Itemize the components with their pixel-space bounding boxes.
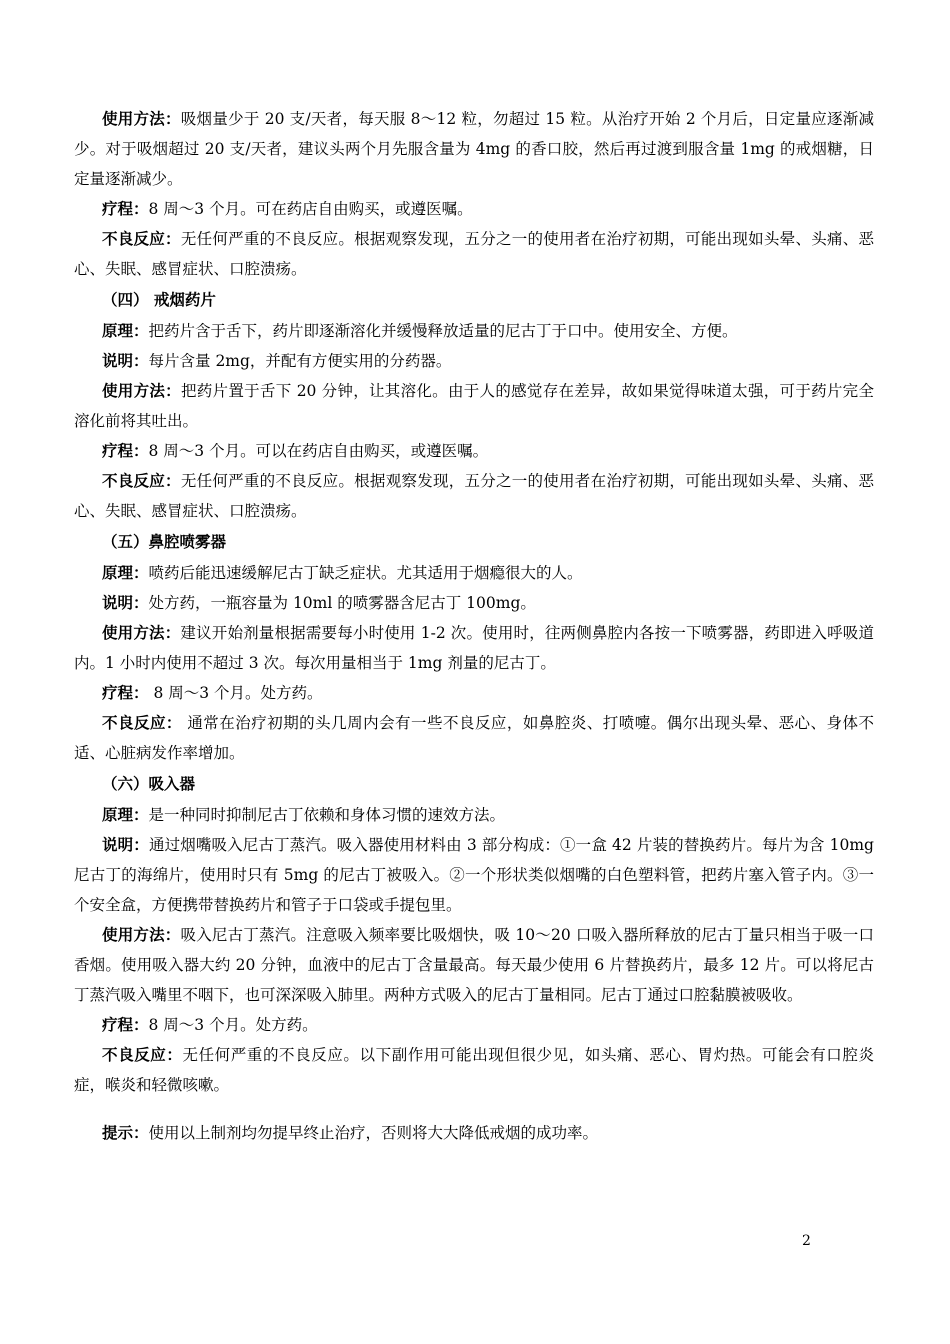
paragraph-text: 使用以上制剂均勿提早终止治疗，否则将大大降低戒烟的成功率。	[148, 1124, 599, 1142]
label: 不良反应：	[102, 714, 182, 732]
paragraph-usage	[74, 376, 874, 436]
paragraph-text: 把药片置于舌下 20 分钟，让其溶化。由于人的感觉存在差异，故如果觉得味道太强，可于药片完全溶化前将其吐出。	[74, 382, 874, 430]
paragraph-usage	[74, 104, 874, 194]
paragraph-side-effects	[74, 466, 874, 526]
label: 原理：	[102, 322, 149, 340]
paragraph-principle	[74, 800, 874, 830]
paragraph-text: 处方药，一瓶容量为 10ml 的喷雾器含尼古丁 100mg。	[148, 594, 536, 612]
paragraph-side-effects	[74, 708, 874, 768]
paragraph-description	[74, 830, 874, 920]
paragraph-text: 吸入尼古丁蒸汽。注意吸入频率要比吸烟快，吸 10～20 口吸入器所释放的尼古丁量只相当于吸一口香烟。使用吸入器大约 20 分钟，血液中的尼古丁含量最高。每天最少使用 6 片替换药片，最多 12 片。可以将尼古丁蒸汽吸入嘴里不咽下，也可深深吸入肺里。两种方式吸入的尼古丁量相同。尼古丁通过口腔黏膜被吸收。	[74, 926, 874, 1004]
label: 使用方法：	[102, 382, 181, 400]
paragraph-text: 8 周～3 个月。可在药店自由购买，或遵医嘱。	[148, 200, 473, 218]
label: 说明：	[102, 352, 149, 370]
paragraph-text: 8 周～3 个月。处方药。	[148, 1016, 318, 1034]
section-heading: （四） 戒烟药片	[102, 291, 216, 309]
label: 疗程：	[102, 200, 149, 218]
label: 疗程：	[102, 684, 149, 702]
label: 疗程：	[102, 442, 149, 460]
paragraph-text: 通过烟嘴吸入尼古丁蒸汽。吸入器使用材料由 3 部分构成：①一盒 42 片装的替换药片。每片为含 10mg 尼古丁的海绵片，使用时只有 5mg 的尼古丁被吸入。②一个形状类似烟嘴的白色塑料管，把药片塞入管子内。③一个安全盒，方便携带替换药片和管子于口袋或手提包里。	[74, 836, 874, 914]
label: 不良反应：	[102, 1046, 183, 1064]
spacer	[74, 1100, 874, 1118]
label: 原理：	[102, 806, 149, 824]
label: 使用方法：	[102, 926, 181, 944]
paragraph-description	[74, 588, 874, 618]
paragraph-usage	[74, 618, 874, 678]
paragraph-usage	[74, 920, 874, 1010]
paragraph-tip	[74, 1118, 874, 1148]
label: 不良反应：	[102, 230, 181, 248]
paragraph-text: 吸烟量少于 20 支/天者，每天服 8～12 粒，勿超过 15 粒。从治疗开始 2 个月后，日定量应逐渐减少。对于吸烟超过 20 支/天者，建议头两个月先服含量为 4mg 的香口胶，然后再过渡到服含量 1mg 的戒烟糖，日定量逐渐减少。	[74, 110, 874, 188]
paragraph-side-effects	[74, 224, 874, 284]
paragraph-principle	[74, 558, 874, 588]
paragraph-text: 是一种同时抑制尼古丁依赖和身体习惯的速效方法。	[148, 806, 506, 824]
label: 提示：	[102, 1124, 149, 1142]
page-number: 2	[802, 1233, 811, 1249]
paragraph-course	[74, 1010, 874, 1040]
label: 使用方法：	[102, 624, 181, 642]
paragraph-text: 8 周～3 个月。处方药。	[148, 684, 323, 702]
paragraph-text: 建议开始剂量根据需要每小时使用 1-2 次。使用时，往两侧鼻腔内各按一下喷雾器，药即进入呼吸道内。1 小时内使用不超过 3 次。每次用量相当于 1mg 剂量的尼古丁。	[74, 624, 874, 672]
paragraph-text: 无任何严重的不良反应。以下副作用可能出现但很少见，如头痛、恶心、胃灼热。可能会有口腔炎症，喉炎和轻微咳嗽。	[74, 1046, 874, 1094]
section-heading: （六）吸入器	[102, 775, 196, 793]
paragraph-side-effects	[74, 1040, 874, 1100]
label: 原理：	[102, 564, 149, 582]
paragraph-description	[74, 346, 874, 376]
paragraph-principle	[74, 316, 874, 346]
section-heading: （五）鼻腔喷雾器	[102, 533, 227, 551]
paragraph-text: 通常在治疗初期的头几周内会有一些不良反应，如鼻腔炎、打喷嚏。偶尔出现头晕、恶心、身体不适、心脏病发作率增加。	[74, 714, 874, 762]
label: 疗程：	[102, 1016, 149, 1034]
paragraph-text: 把药片含于舌下，药片即逐渐溶化并缓慢释放适量的尼古丁于口中。使用安全、方便。	[148, 322, 738, 340]
paragraph-course	[74, 436, 874, 466]
paragraph-text: 每片含量 2mg，并配有方便实用的分药器。	[148, 352, 452, 370]
paragraph-course	[74, 194, 874, 224]
label: 说明：	[102, 594, 149, 612]
label: 使用方法：	[102, 110, 181, 128]
paragraph-text: 喷药后能迅速缓解尼古丁缺乏症状。尤其适用于烟瘾很大的人。	[148, 564, 583, 582]
page-content	[74, 104, 874, 1148]
paragraph-course	[74, 678, 874, 708]
paragraph-text: 8 周～3 个月。可以在药店自由购买，或遵医嘱。	[148, 442, 489, 460]
label: 不良反应：	[102, 472, 181, 490]
paragraph-text: 无任何严重的不良反应。根据观察发现，五分之一的使用者在治疗初期，可能出现如头晕、头痛、恶心、失眠、感冒症状、口腔溃疡。	[74, 472, 874, 520]
paragraph-text: 无任何严重的不良反应。根据观察发现，五分之一的使用者在治疗初期，可能出现如头晕、头痛、恶心、失眠、感冒症状、口腔溃疡。	[74, 230, 874, 278]
label: 说明：	[102, 836, 149, 854]
